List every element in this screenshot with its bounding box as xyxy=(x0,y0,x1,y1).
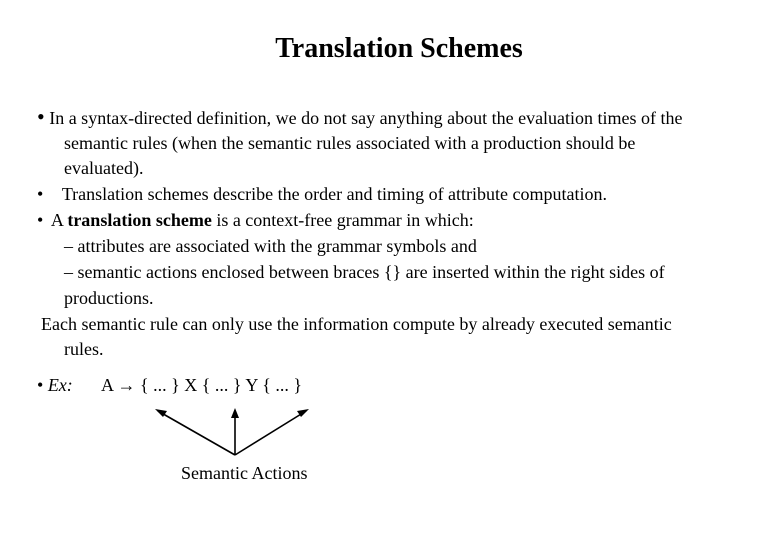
example-label: Ex: xyxy=(47,375,73,395)
sub-item-semantic-actions: – semantic actions enclosed between braces {} are inserted within the right sides of xyxy=(64,262,665,282)
arrowhead-middle-icon xyxy=(231,408,239,418)
sub-item-continuation: productions. xyxy=(64,288,154,308)
bullet-icon: • xyxy=(37,375,44,395)
line-1-continuation-2: evaluated). xyxy=(64,158,144,178)
line-2-text: Translation schemes describe the order and timing of attribute computation. xyxy=(61,184,608,204)
example-rule: A → { ... } X { ... } Y { ... } xyxy=(101,375,303,395)
bullet-icon: • xyxy=(37,184,44,204)
bullet-icon: • xyxy=(37,104,45,129)
line-3-bold-term: translation scheme xyxy=(67,210,212,230)
line-3-post: is a context-free grammar in which: xyxy=(211,210,474,230)
bullet-icon: • xyxy=(37,210,44,230)
arrow-line-left xyxy=(158,411,235,455)
line-6-text: Each semantic rule can only use the information compute by already executed semantic xyxy=(41,314,672,334)
line-6-continuation: rules. xyxy=(64,339,104,359)
semantic-actions-label: Semantic Actions xyxy=(181,463,308,483)
arrow-line-right xyxy=(235,411,306,455)
line-1-text: In a syntax-directed definition, we do not say anything about the evaluation times of the xyxy=(49,108,683,128)
page-title: Translation Schemes xyxy=(275,33,523,64)
sub-item-attributes: – attributes are associated with the grammar symbols and xyxy=(64,236,477,256)
line-1-continuation: semantic rules (when the semantic rules associated with a production should be xyxy=(64,133,636,153)
line-3-pre: A xyxy=(50,210,68,230)
